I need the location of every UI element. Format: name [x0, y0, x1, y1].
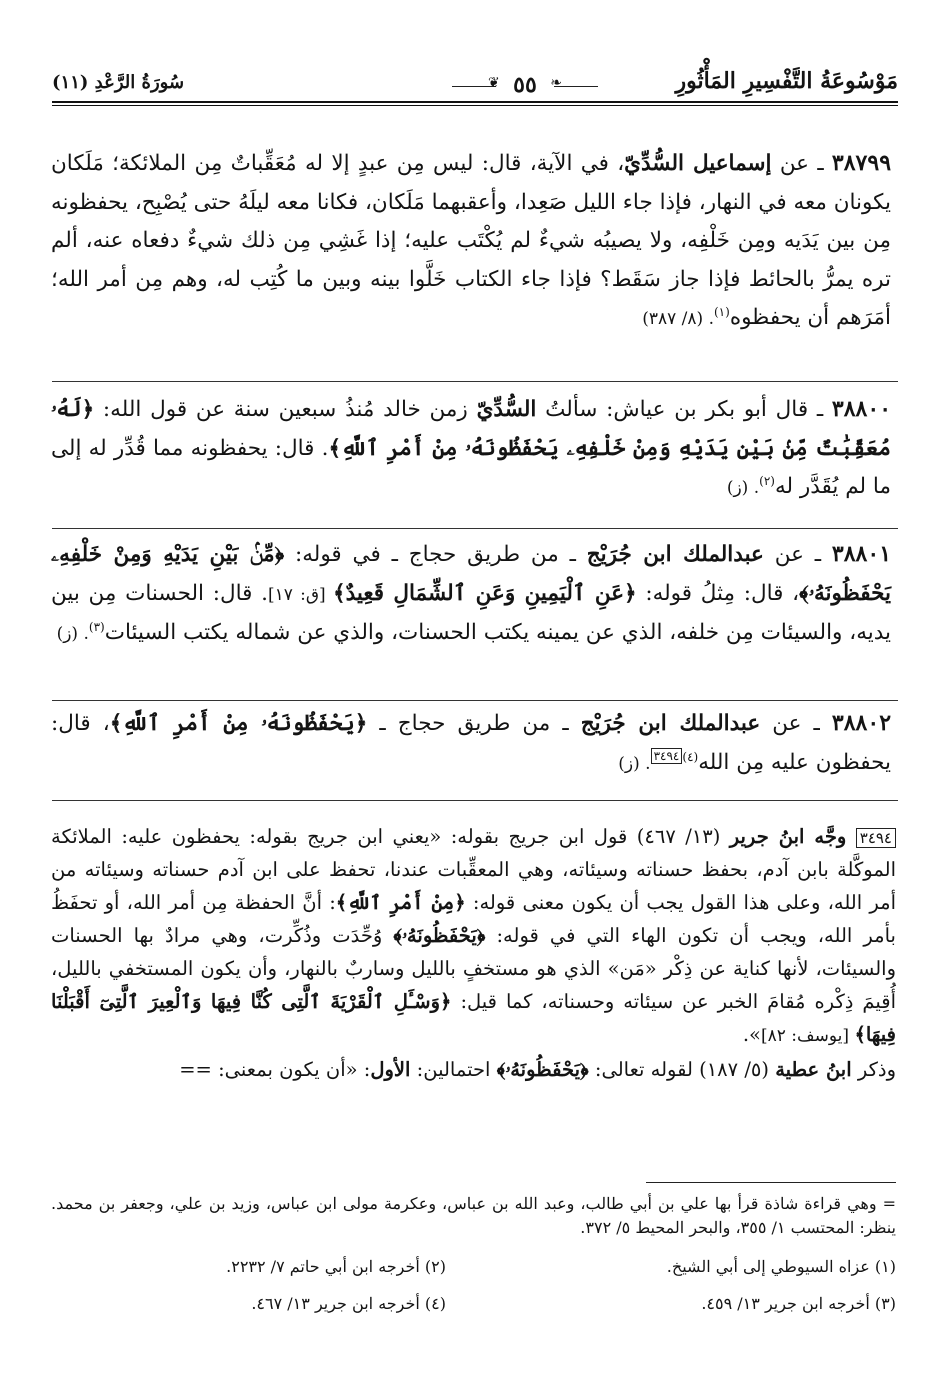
- volume-reference: . (٨/ ٣٨٧): [642, 309, 714, 330]
- commentary-lead: وجَّه ابنُ جرير: [729, 825, 847, 848]
- narration-number: ٣٨٨٠٢: [831, 710, 892, 736]
- quran-verse: ﴿يَحْفَظُونَهُۥ﴾: [393, 924, 486, 947]
- footnote-4: (٤) أخرجه ابن جرير ١٣/ ٤٦٧.: [251, 1294, 446, 1313]
- quran-verse: ﴿لَهُۥ مُعَقِّبَٰتٌ مِّنۢ بَيْنِ يَدَيْهِ وَمِنْ خَلْفِهِۦ يَحْفَظُونَهُۥ مِنْ أَمْرِ ٱللَّهِ﴾: [51, 397, 892, 461]
- commentary-text: قول ابن جريج بقوله: «يعني ابن جريج بقوله: يحفظون عليه: الملائكة الموكَّلة بابن آدم، بحفظ حسناته وسيئاته، وهي المعقِّبات عندنا، تحفظ على ابن آدم حسناته وسيئاته من أمر الله، وعلى هذا القول يجب أن يكون معنى قوله:: [51, 825, 896, 914]
- narration-text: ـ من طريق حجاج ـ: [367, 711, 581, 736]
- narration-text: ، قال: يحفظون عليه مِن الله: [51, 711, 891, 775]
- header-rule-thin: [52, 105, 898, 106]
- quran-verse: ﴿وَسْـَٔلِ ٱلْقَرْيَةَ ٱلَّتِى كُنَّا فِيهَا وَٱلْعِيرَ ٱلَّتِىٓ أَقْبَلْنَا فِيهَا﴾: [51, 990, 896, 1046]
- page-number: ٥٥: [513, 72, 537, 98]
- footnote-marker[interactable]: (٤): [682, 749, 699, 764]
- commentary-separator: [52, 800, 898, 801]
- quran-verse: ﴿عَنِ ٱلْيَمِينِ وَعَنِ ٱلشِّمَالِ قَعِيدٌ﴾: [332, 580, 637, 606]
- commentary-link-box[interactable]: ٣٤٩٤: [651, 748, 683, 764]
- quran-verse: ﴿مِنْ أَمْرِ ٱللَّهِ﴾: [335, 891, 466, 914]
- narrator-name: عبدالملك ابن جُرَيْج: [580, 711, 761, 736]
- quran-verse: ﴿يَحْفَظُونَهُۥ مِنْ أَمْرِ ٱللَّهِ﴾: [109, 711, 368, 736]
- narration-text: ، قال: مِثلُ قوله:: [636, 580, 800, 606]
- narration-38801: [51, 535, 891, 654]
- narrator-name: السُّدِّيّ: [476, 397, 537, 422]
- footnote-marker[interactable]: (٣): [88, 620, 105, 635]
- narration-38800: [51, 390, 891, 508]
- volume-reference: . (ز): [618, 753, 651, 774]
- footnote-2: (٢) أخرجه ابن أبي حاتم ٧/ ٢٢٣٢.: [226, 1257, 446, 1276]
- footnote-continuation: = وهي قراءة شاذة قرأ بها علي بن أبي طالب، وعبد الله بن عباس، وعكرمة مولى ابن عباس، وزيد بن علي، وجعفر بن محمد. ينظر: المحتسب ١/ ٣٥٥، والبحر المحيط ٥/ ٣٧٢.: [51, 1194, 896, 1237]
- commentary-text: لقوله تعالى:: [588, 1058, 693, 1081]
- footnote-1: (١) عزاه السيوطي إلى أبي الشيخ.: [666, 1257, 896, 1276]
- commentary-reference: (٥/ ١٨٧): [692, 1058, 776, 1081]
- option-label: الأول: [370, 1058, 411, 1081]
- narration-text: . قال: يحفظونه مما قُدِّر له إلى ما لم يُقَدَّر له: [51, 435, 891, 500]
- quran-verse: ﴿مِّنۢ بَيْنِ يَدَيْهِ وَمِنْ خَلْفِهِۦ يَحْفَظُونَهُۥ﴾: [51, 542, 892, 606]
- volume-reference: . (ز): [726, 478, 760, 499]
- volume-reference: . (ز): [56, 624, 89, 645]
- narration-number: ٣٨٧٩٩: [831, 150, 892, 176]
- commentary-reference: (١٣/ ٤٦٧): [627, 825, 730, 848]
- narration-38799: [51, 144, 891, 339]
- narration-intro: ـ عن: [763, 542, 832, 567]
- ornament-line-right: [554, 86, 598, 87]
- narration-text: . قال: الحسنات مِن بين يديه، والسيئات مِن خلفه، الذي عن يمينه يكتب الحسنات، والذي عن شماله يكتب السيئات: [51, 580, 891, 646]
- narration-intro: ـ عن: [760, 711, 832, 736]
- verse-reference: [يوسف: ٨٢]: [761, 1026, 855, 1046]
- commentary-block: [51, 820, 896, 1086]
- commentary-text: وُحِّدَت وذُكِّرت، وهي مرادٌ بها الحسنات والسيئات، لأنها كناية عن ذِكْر «مَن» الذي هو مستخفٍ بالليل وساربٌ بالنهار، وأن يكون المستخفي بالليل، أُقِيمَ ذِكْره مُقامَ الخبر عن سيئاته وحسناته، كما قيل:: [51, 924, 896, 1013]
- narrator-name: عبدالملك ابن جُرَيْج: [586, 542, 764, 567]
- entry-separator: [52, 700, 898, 701]
- verse-reference: [ق: ١٧]: [267, 584, 333, 605]
- commentary-text: ».: [742, 1023, 761, 1046]
- scholar-name: ابنُ عطية: [775, 1058, 852, 1081]
- narration-intro: ـ عن: [771, 151, 832, 176]
- footnote-3: (٣) أخرجه ابن جرير ١٣/ ٤٥٩.: [701, 1294, 896, 1313]
- page-number-ornament: [452, 72, 598, 102]
- narrator-name: إسماعيل السُّدِّيّ: [624, 151, 772, 176]
- header-rule: [52, 101, 898, 103]
- footnote-marker[interactable]: (١): [713, 305, 730, 320]
- narration-text: زمن خالد مُنذُ سبعين سنة عن قول الله:: [94, 397, 477, 422]
- commentary-text: : «أن يكون بمعنى: ==: [179, 1058, 371, 1081]
- narration-text: ـ من طريق حجاج ـ في قوله:: [284, 542, 587, 567]
- narration-text: ـ قال أبو بكر بن عياش: سألتُ: [536, 397, 832, 422]
- footnote-marker[interactable]: (٢): [759, 474, 775, 489]
- commentary-text: : أنَّ الحفظة مِن أمر الله، أو تحفَظُ بأمر الله، ويجب أن تكون الهاء التي في قوله:: [51, 891, 896, 947]
- narration-number: ٣٨٨٠١: [831, 541, 892, 567]
- commentary-number-box: ٣٤٩٤: [856, 828, 896, 848]
- entry-separator: [52, 381, 898, 382]
- running-header: [52, 66, 898, 100]
- narration-38802: [51, 704, 891, 783]
- ornament-left-icon: ❦: [488, 75, 500, 91]
- commentary-text: وذكر: [851, 1058, 896, 1081]
- book-title: مَوْسُوعَةُ التَّفْسِيرِ المَأْثُورِ: [675, 68, 898, 94]
- commentary-text: احتمالين:: [410, 1058, 497, 1081]
- narration-text: ، في الآية، قال: ليس مِن عبدٍ إلا له مُعَقِّباتٌ مِن الملائكة؛ مَلَكان يكونان معه في النهار، فإذا جاء الليل صَعِدا، وأعقبهما مَلَكان، فكانا معه ليلَهُ حتى يُصْبِح، يحفظونه مِن بين يَدَيه ومِن خَلْفِه، ولا يصيبُه شيءٌ لم يُكْتَب عليه؛ إذا غَشِي مِن ذلك شيءٌ دفعاه عنه، ألم تره يمرُّ بالحائط فإذا جاز سَقَط؟ فإذا جاء الكتاب خَلَّوا بينه وبين ما كُتِب له، وهم مِن أمر الله؛ أمَرَهم أن يحفظوه: [51, 151, 891, 331]
- narration-number: ٣٨٨٠٠: [831, 396, 892, 422]
- entry-separator: [52, 528, 898, 529]
- footnote-rule: [646, 1182, 896, 1183]
- quran-verse: ﴿يَحْفَظُونَهُۥ﴾: [496, 1058, 589, 1081]
- surah-label: سُورَةُ الرَّعْدِ (١١): [52, 72, 185, 93]
- ornament-right-icon: ❧: [550, 75, 562, 91]
